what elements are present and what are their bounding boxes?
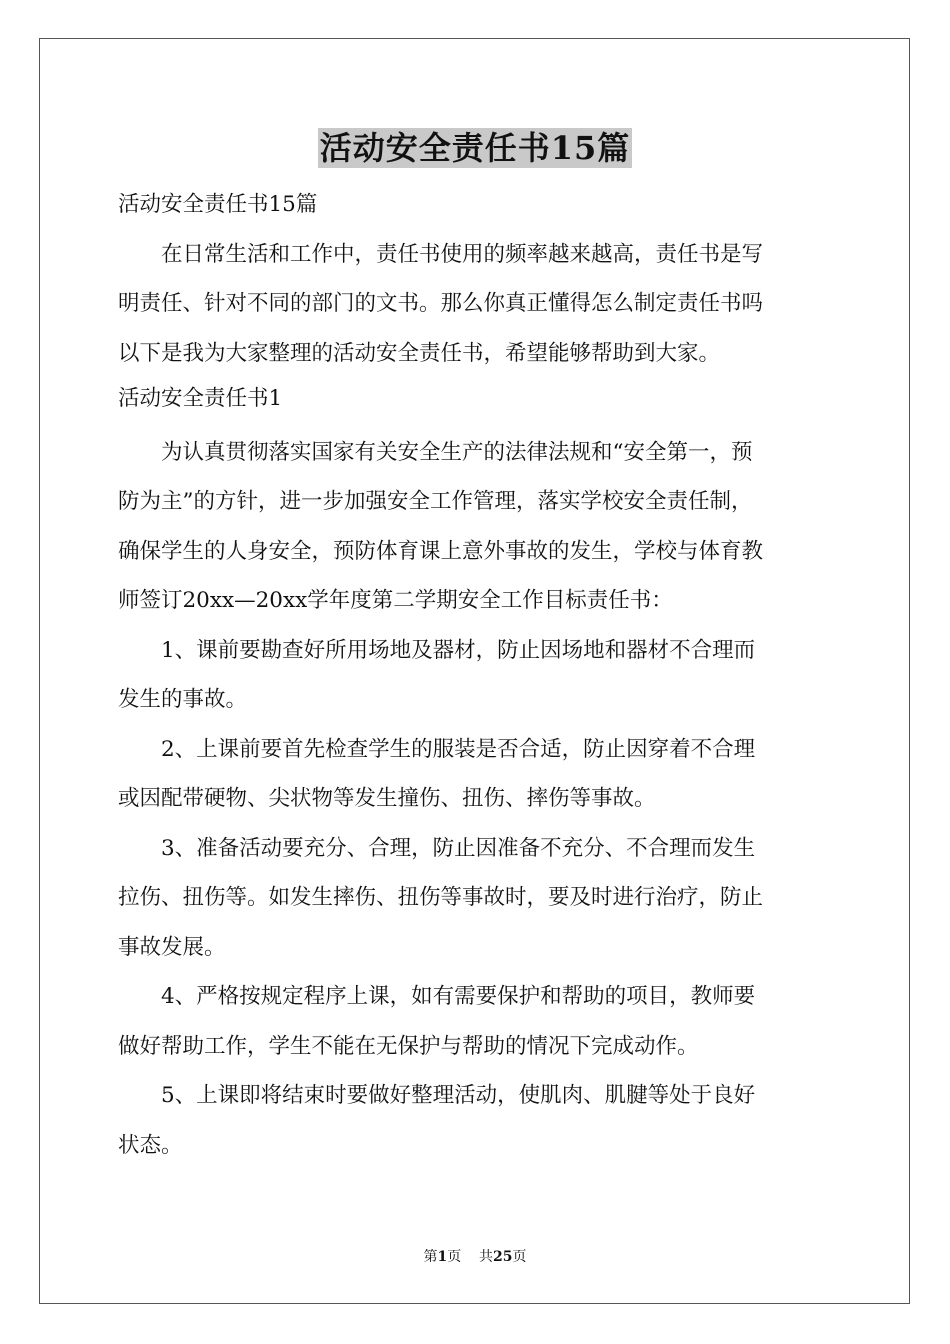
intro-paragraph — [118, 230, 834, 379]
page-suffix: 页 — [447, 1249, 462, 1265]
paragraph-line: 为认真贯彻落实国家有关安全生产的法律法规和“安全第一，预 — [161, 439, 753, 465]
subtitle: 活动安全责任书15篇 — [118, 192, 318, 217]
page-number: 1 — [437, 1249, 448, 1265]
page-footer — [0, 1246, 950, 1266]
title-container — [0, 128, 950, 168]
section-heading: 活动安全责任书1 — [118, 386, 283, 411]
document-body — [118, 180, 834, 1170]
paragraph-line: 发生的事故。 — [118, 687, 248, 712]
paragraph-line: 明责任、针对不同的部门的文书。那么你真正懂得怎么制定责任书吗 — [118, 291, 764, 316]
paragraph-line: 做好帮助工作，学生不能在无保护与帮助的情况下完成动作。 — [118, 1033, 699, 1059]
paragraph-line: 2、上课前要首先检查学生的服装是否合适，防止因穿着不合理 — [161, 736, 756, 762]
list-item-4 — [118, 972, 834, 1071]
paragraph-line: 师签订20xx—20xx学年度第二学期安全工作目标责任书： — [118, 588, 673, 613]
paragraph-line: 拉伤、扭伤等。如发生摔伤、扭伤等事故时，要及时进行治疗，防止 — [118, 885, 764, 910]
total-prefix: 共 — [479, 1249, 494, 1265]
document-title: 活动安全责任书15篇 — [319, 129, 631, 167]
paragraph-line: 状态。 — [118, 1132, 183, 1158]
total-suffix: 页 — [512, 1249, 527, 1265]
paragraph-line: 确保学生的人身安全，预防体育课上意外事故的发生，学校与体育教 — [118, 538, 764, 564]
paragraph-line: 4、严格按规定程序上课，如有需要保护和帮助的项目，教师要 — [161, 984, 756, 1009]
list-item-5 — [118, 1071, 834, 1170]
list-item-3 — [118, 824, 834, 973]
list-item-2 — [118, 725, 834, 824]
list-item-1 — [118, 626, 834, 725]
total-pages: 25 — [493, 1249, 513, 1265]
page-prefix: 第 — [423, 1249, 438, 1265]
paragraph-line: 3、准备活动要充分、合理，防止因准备不充分、不合理而发生 — [161, 835, 756, 861]
paragraph-line: 5、上课即将结束时要做好整理活动，使肌肉、肌腱等处于良好 — [161, 1083, 756, 1108]
paragraph-line: 事故发展。 — [118, 934, 226, 960]
section-intro-paragraph — [118, 428, 834, 626]
paragraph-line: 防为主”的方针，进一步加强安全工作管理，落实学校安全责任制， — [118, 489, 753, 514]
paragraph-line: 在日常生活和工作中，责任书使用的频率越来越高，责任书是写 — [161, 241, 764, 267]
paragraph-line: 或因配带硬物、尖状物等发生撞伤、扭伤、摔伤等事故。 — [118, 786, 656, 811]
paragraph-line: 以下是我为大家整理的活动安全责任书，希望能够帮助到大家。 — [118, 340, 721, 366]
paragraph-line: 1、课前要勘查好所用场地及器材，防止因场地和器材不合理而 — [161, 637, 756, 663]
